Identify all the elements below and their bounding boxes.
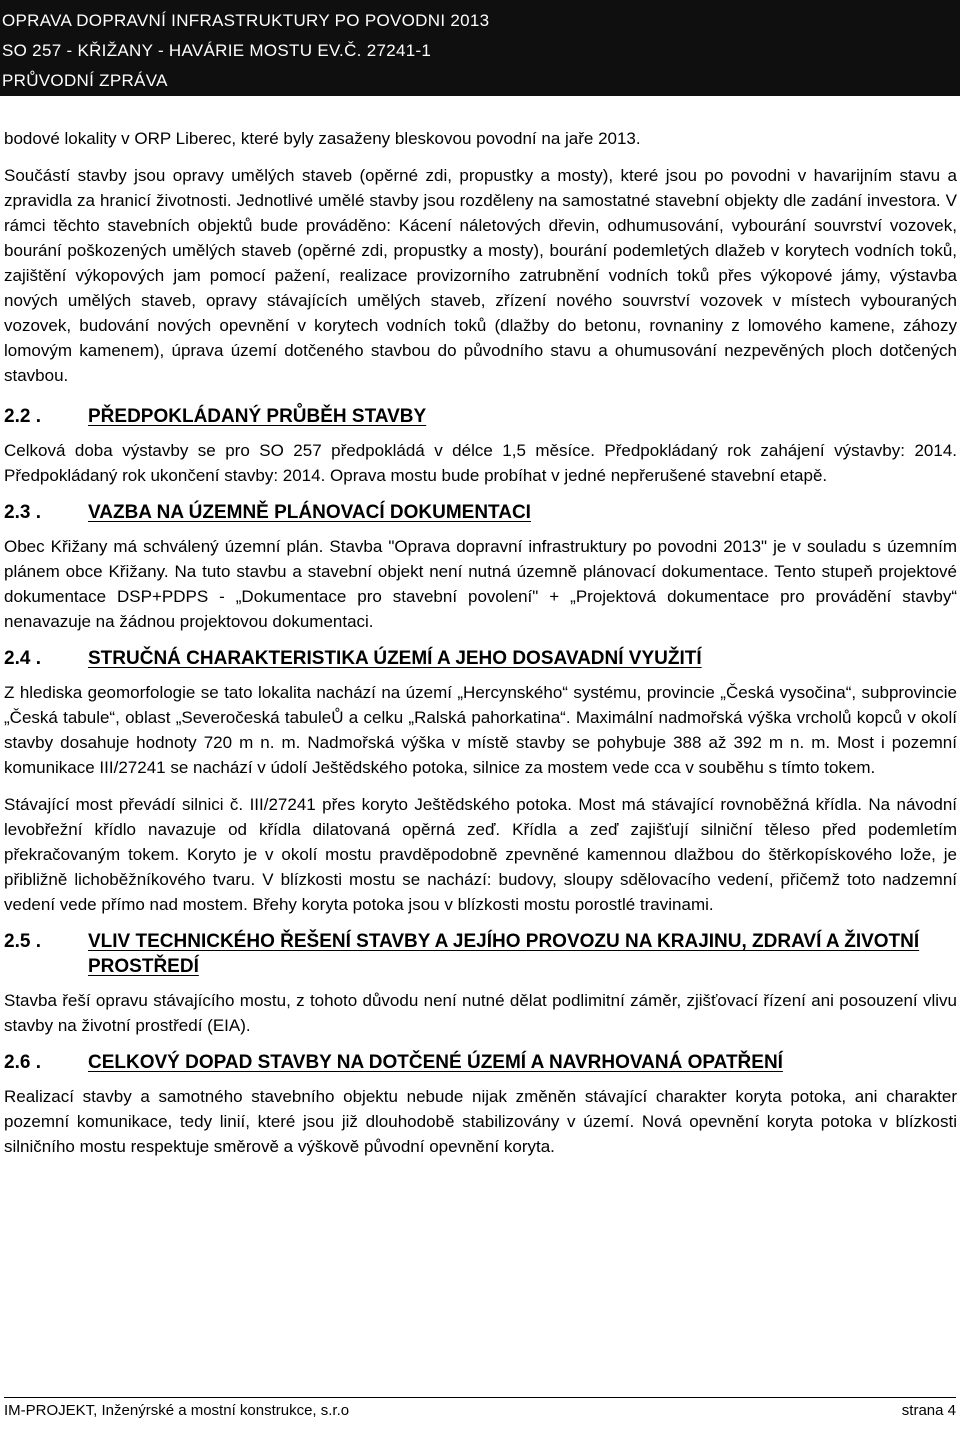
section-number: 2.4 .: [4, 648, 41, 669]
section-2-6-heading: [4, 1050, 957, 1075]
document-footer: [4, 1397, 956, 1424]
section-2-5-heading: [4, 929, 957, 979]
section-2-2-heading: [4, 404, 957, 429]
section-number: 2.3 .: [4, 502, 41, 523]
section-2-3-heading: [4, 500, 957, 525]
header-object-title: SO 257 - KŘIŽANY - HAVÁRIE MOSTU EV.Č. 27241-1: [2, 41, 432, 60]
section-title: STRUČNÁ CHARAKTERISTIKA ÚZEMÍ A JEHO DOSAVADNÍ VYUŽITÍ: [88, 648, 702, 669]
document-header: [0, 0, 960, 96]
section-title: CELKOVÝ DOPAD STAVBY NA DOTČENÉ ÚZEMÍ A NAVRHOVANÁ OPATŘENÍ: [88, 1052, 783, 1073]
section-2-4-heading: [4, 646, 957, 671]
header-project-title: OPRAVA DOPRAVNÍ INFRASTRUKTURY PO POVODNI 2013: [2, 11, 490, 30]
section-number: 2.2 .: [4, 406, 41, 427]
section-2-6-paragraph: Realizací stavby a samotného stavebního objektu nebude nijak změněn stávající charakter koryta potoka, ani charakter pozemní komunikace, tedy linií, které jsou již dlouhodobě stabilizovány v území. Nová opevnění koryta potoka v blízkosti silničního mostu respektuje směrově a výškově původní opevnění koryta.: [4, 1087, 957, 1156]
intro-paragraph-2: Součástí stavby jsou opravy umělých staveb (opěrné zdi, propustky a mosty), které jsou po povodni v havarijním stavu a zpravidla za hranicí životnosti. Jednotlivé umělé stavby jsou rozděleny na samostatné stavební objekty dle zadání investora. V rámci těchto stavebních objektů bude prováděno: Kácení náletových dřevin, odhumusování, vybourání souvrství vozovek, bourání poškozených umělých staveb (opěrné zdi, propustky a mosty), bourání podemletých dlažeb v korytech vodních toků, zajištění výkopových jam pomocí pažení, realizace provizorního zatrubnění vodních toků přes výkopové jámy, výstavba nových umělých staveb, opravy stávajících umělých staveb, zřízení nového souvrství vozovek v místech vybouraných vozovek, budování nových opevnění v korytech vodních toků (dlažby do betonu, rovnaniny z lomového kamene, záhozy lomovým kamenem), úprava území dotčeného stavbou do původního stavu a ohumusování nezpevěných ploch dotčených stavbou.: [4, 166, 957, 385]
section-number: 2.5 .: [4, 931, 41, 952]
section-2-3-paragraph: Obec Křižany má schválený územní plán. Stavba "Oprava dopravní infrastruktury po povodni 2013" je v souladu s územním plánem obce Křižany. Na tuto stavbu a stavební objekt není nutná územně plánovací dokumentace. Tento stupeň projektové dokumentace DSP+PDPS - „Dokumentace pro stavební povolení" + „Projektová dokumentace pro provádění stavby“ nenavazuje na žádnou projektovou dokumentaci.: [4, 537, 957, 631]
footer-company: IM-PROJEKT, Inženýrské a mostní konstrukce, s.r.o: [4, 1402, 350, 1419]
document-body: [4, 126, 957, 1171]
section-number: 2.6 .: [4, 1052, 41, 1073]
footer-page-number: strana 4: [901, 1402, 956, 1419]
section-2-4-paragraph-2: Stávající most převádí silnici č. III/27241 přes koryto Ještědského potoka. Most má stávající rovnoběžná křídla. Na návodní levobřežní křídlo navazuje od křídla dilatovaná opěrná zeď. Křídla a zeď zajišťují silniční těleso před podemletím překračovaným tokem. Koryto je v okolí mostu pravděpodobně zpevněné kamennou dlažbou do štěrkopískového lože, je přibližně lichoběžníkového tvaru. V blízkosti mostu se nachází: budovy, sloupy sdělovacího vedení, přičemž toto nadzemní vedení vede přímo nad mostem. Břehy koryta potoka jsou v blízkosti mostu porostlé travinami.: [4, 795, 957, 914]
section-title: VLIV TECHNICKÉHO ŘEŠENÍ STAVBY A JEJÍHO PROVOZU NA KRAJINU, ZDRAVÍ A ŽIVOTNÍ PROSTŘEDÍ: [88, 931, 920, 977]
section-2-4-paragraph-1: Z hlediska geomorfologie se tato lokalita nachází na území „Hercynského“ systému, provincie „Česká vysočina“, subprovincie „Česká tabule“, oblast „Severočeská tabuleŮ a celku „Ralská pahorkatina“. Maximální nadmořská výška vrcholů kopců v okolí stavby dosahuje hodnoty 720 m n. m. Nadmořská výška v místě stavby se pohybuje 388 až 392 m n. m. Most i pozemní komunikace III/27241 se nachází v údolí Ještědského potoka, silnice za mostem vede cca v souběhu s tímto tokem.: [4, 683, 957, 777]
section-title: PŘEDPOKLÁDANÝ PRŮBĚH STAVBY: [88, 406, 427, 427]
intro-paragraph-1: bodové lokality v ORP Liberec, které byly zasaženy bleskovou povodní na jaře 2013.: [4, 129, 641, 148]
header-document-type: PRŮVODNÍ ZPRÁVA: [2, 71, 168, 90]
section-2-5-paragraph: Stavba řeší opravu stávajícího mostu, z tohoto důvodu není nutné dělat podlimitní záměr, zjišťovací řízení ani posouzení vlivu stavby na životní prostředí (EIA).: [4, 991, 957, 1035]
section-2-2-paragraph: Celková doba výstavby se pro SO 257 předpokládá v délce 1,5 měsíce. Předpokládaný rok zahájení výstavby: 2014. Předpokládaný rok ukončení stavby: 2014. Oprava mostu bude probíhat v jedné nepřerušené stavební etapě.: [4, 441, 957, 485]
section-title: VAZBA NA ÚZEMNĚ PLÁNOVACÍ DOKUMENTACI: [88, 502, 531, 523]
